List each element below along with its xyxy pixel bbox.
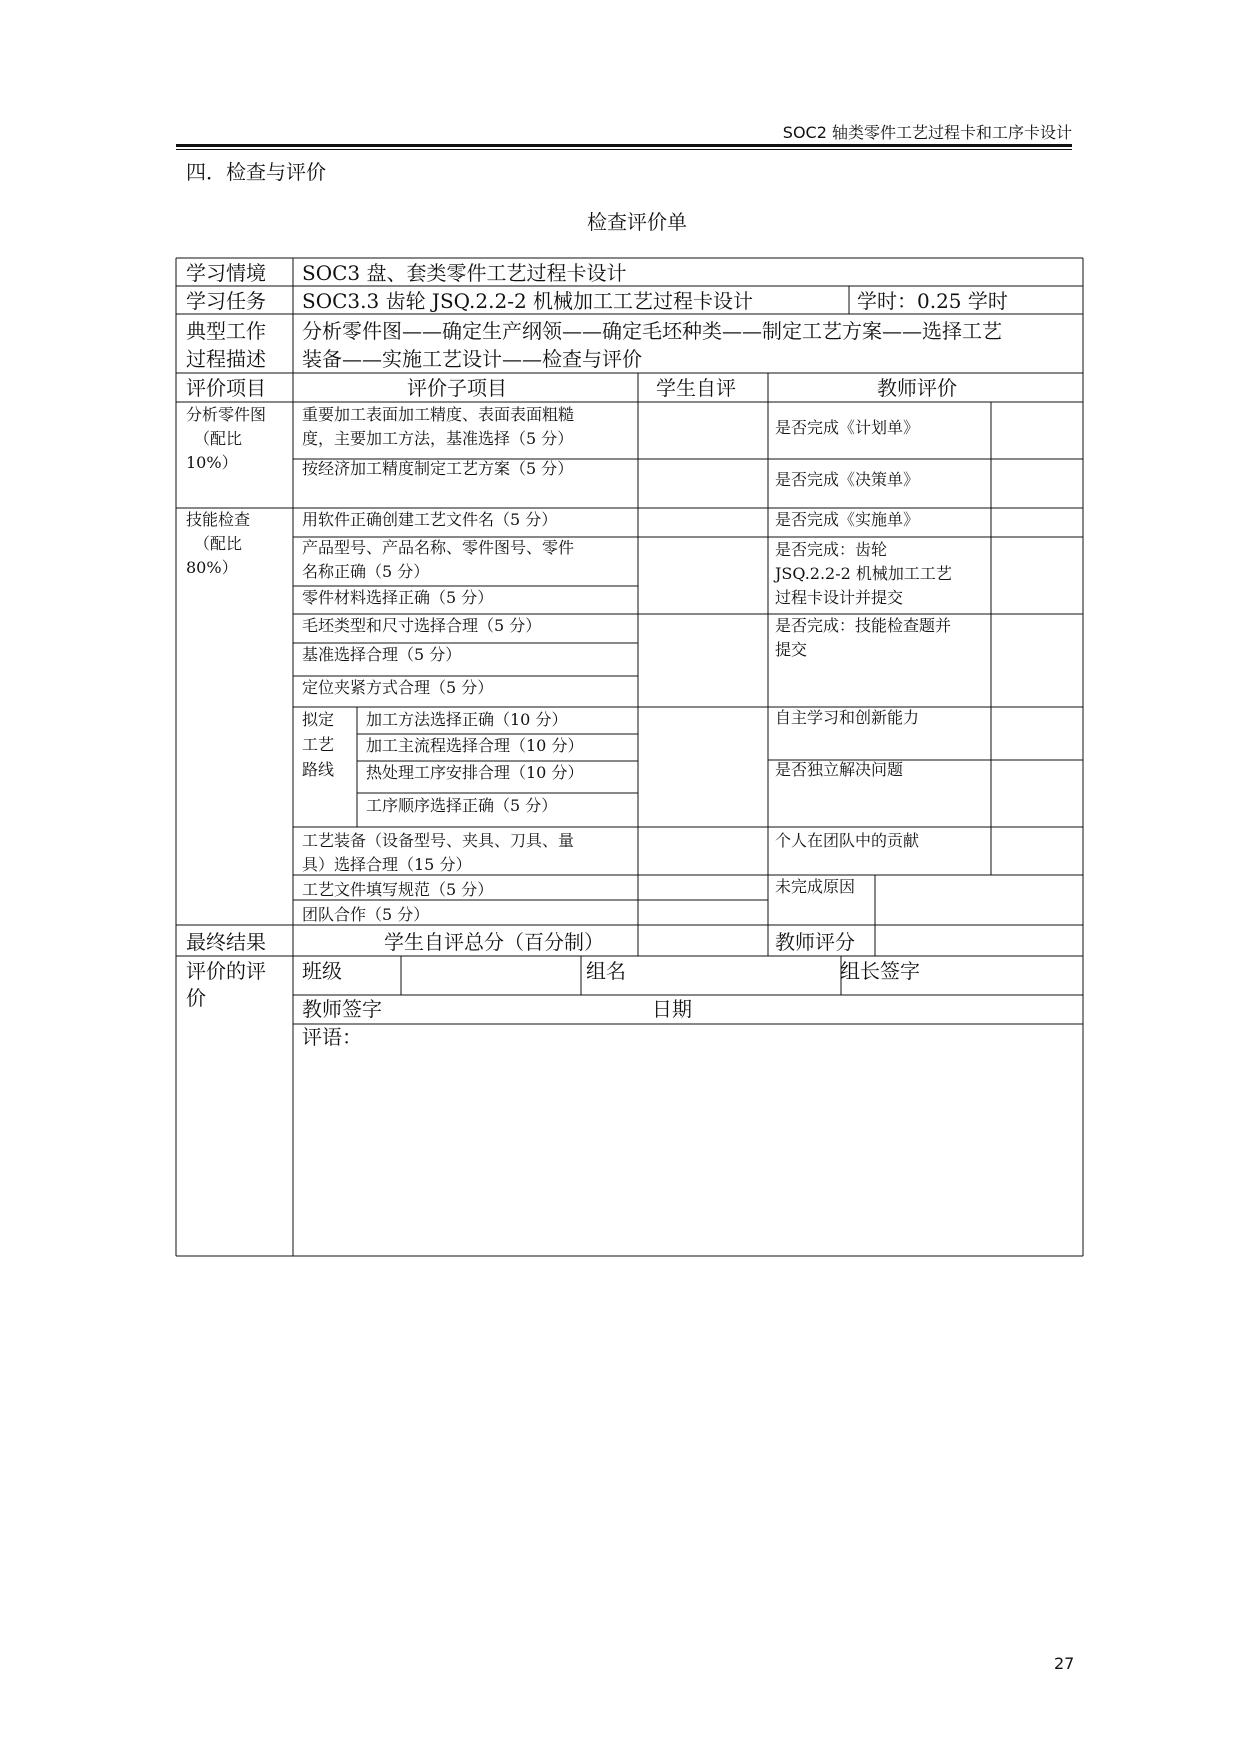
group2-label-line1: 技能检查 bbox=[186, 510, 251, 529]
route-label-line1: 拟定 bbox=[302, 710, 335, 729]
group2-label-line3: 80%） bbox=[186, 558, 238, 577]
teacher-independent: 是否独立解决问题 bbox=[775, 760, 904, 779]
route-item3: 热处理工序安排合理（10 分） bbox=[366, 763, 584, 782]
route-item2: 加工主流程选择合理（10 分） bbox=[366, 736, 584, 755]
leader-sign-label: 组长签字 bbox=[840, 959, 920, 983]
teacher-incomplete-reason: 未完成原因 bbox=[775, 877, 856, 896]
eval-label-line2: 价 bbox=[186, 986, 206, 1010]
task-label: 学习任务 bbox=[186, 289, 266, 313]
date-label: 日期 bbox=[652, 997, 692, 1021]
scenario-value: SOC3 盘、套类零件工艺过程卡设计 bbox=[302, 261, 627, 285]
section-heading: 四．检查与评价 bbox=[186, 160, 326, 184]
g1-item1-line2: 度，主要加工方法，基准选择（5 分） bbox=[302, 429, 574, 448]
task-hours: 学时：0.25 学时 bbox=[857, 289, 1008, 313]
route-label-line3: 路线 bbox=[302, 760, 335, 779]
running-header: SOC2 轴类零件工艺过程卡和工序卡设计 bbox=[782, 123, 1072, 142]
col-header-self: 学生自评 bbox=[656, 376, 736, 400]
col-header-subitem: 评价子项目 bbox=[407, 376, 507, 400]
header-rule bbox=[176, 144, 1072, 147]
g2-item4: 毛坯类型和尺寸选择合理（5 分） bbox=[302, 616, 542, 635]
process-description-line2: 装备——实施工艺设计——检查与评价 bbox=[302, 347, 642, 371]
process-description-line1: 分析零件图——确定生产纲领——确定毛坯种类——制定工艺方案——选择工艺 bbox=[302, 319, 1002, 343]
header-rule-thin bbox=[176, 149, 1072, 150]
route-label-line2: 工艺 bbox=[302, 735, 335, 754]
teacher-team-contribution: 个人在团队中的贡献 bbox=[775, 831, 920, 850]
group1-label-line2: （配比 bbox=[194, 429, 243, 448]
g2-item8: 工艺文件填写规范（5 分） bbox=[302, 880, 494, 899]
g2-item1: 用软件正确创建工艺文件名（5 分） bbox=[302, 510, 558, 529]
g2-item6: 定位夹紧方式合理（5 分） bbox=[302, 678, 494, 697]
group-name-label: 组名 bbox=[586, 959, 626, 983]
col-header-item: 评价项目 bbox=[186, 376, 266, 400]
route-item1: 加工方法选择正确（10 分） bbox=[366, 710, 568, 729]
teacher-check-gear-line3: 过程卡设计并提交 bbox=[775, 588, 904, 607]
task-value: SOC3.3 齿轮 JSQ.2.2-2 机械加工工艺过程卡设计 bbox=[302, 289, 754, 313]
teacher-self-learning: 自主学习和创新能力 bbox=[775, 708, 920, 727]
col-header-teacher: 教师评价 bbox=[877, 376, 957, 400]
teacher-check-decision: 是否完成《决策单》 bbox=[775, 470, 920, 489]
g2-item5: 基准选择合理（5 分） bbox=[302, 645, 462, 664]
process-label-line2: 过程描述 bbox=[186, 347, 266, 371]
teacher-check-skill-line1: 是否完成：技能检查题并 bbox=[775, 616, 952, 635]
comment-label: 评语： bbox=[302, 1025, 362, 1049]
route-item4: 工序顺序选择正确（5 分） bbox=[366, 796, 558, 815]
g1-item1-line1: 重要加工表面加工精度、表面表面粗糙 bbox=[302, 405, 575, 424]
class-label: 班级 bbox=[302, 959, 342, 983]
form-title: 检查评价单 bbox=[587, 210, 687, 234]
group2-label-line2: （配比 bbox=[194, 534, 243, 553]
eval-label-line1: 评价的评 bbox=[186, 959, 266, 983]
group1-label-line3: 10%） bbox=[186, 453, 238, 472]
teacher-score-label: 教师评分 bbox=[775, 930, 855, 954]
g2-item2-line1: 产品型号、产品名称、零件图号、零件 bbox=[302, 538, 575, 557]
teacher-check-implementation: 是否完成《实施单》 bbox=[775, 510, 920, 529]
g2-item2-line2: 名称正确（5 分） bbox=[302, 562, 430, 581]
teacher-check-gear-line2: JSQ.2.2-2 机械加工工艺 bbox=[775, 564, 952, 583]
final-result-label: 最终结果 bbox=[186, 930, 266, 954]
teacher-sign-label: 教师签字 bbox=[302, 997, 382, 1021]
g2-item3: 零件材料选择正确（5 分） bbox=[302, 588, 494, 607]
teacher-check-skill-line2: 提交 bbox=[775, 640, 808, 659]
teacher-check-gear-line1: 是否完成：齿轮 bbox=[775, 540, 888, 559]
g2-item7-line1: 工艺装备（设备型号、夹具、刀具、量 bbox=[302, 831, 575, 850]
group1-label-line1: 分析零件图 bbox=[186, 405, 267, 424]
g2-item7-line2: 具）选择合理（15 分） bbox=[302, 855, 472, 874]
page-number: 27 bbox=[1054, 1654, 1075, 1673]
process-label-line1: 典型工作 bbox=[186, 319, 266, 343]
self-total-label: 学生自评总分（百分制） bbox=[384, 930, 604, 954]
g2-item9: 团队合作（5 分） bbox=[302, 905, 430, 924]
scenario-label: 学习情境 bbox=[186, 261, 266, 285]
g1-item2: 按经济加工精度制定工艺方案（5 分） bbox=[302, 459, 574, 478]
teacher-check-plan: 是否完成《计划单》 bbox=[775, 418, 920, 437]
